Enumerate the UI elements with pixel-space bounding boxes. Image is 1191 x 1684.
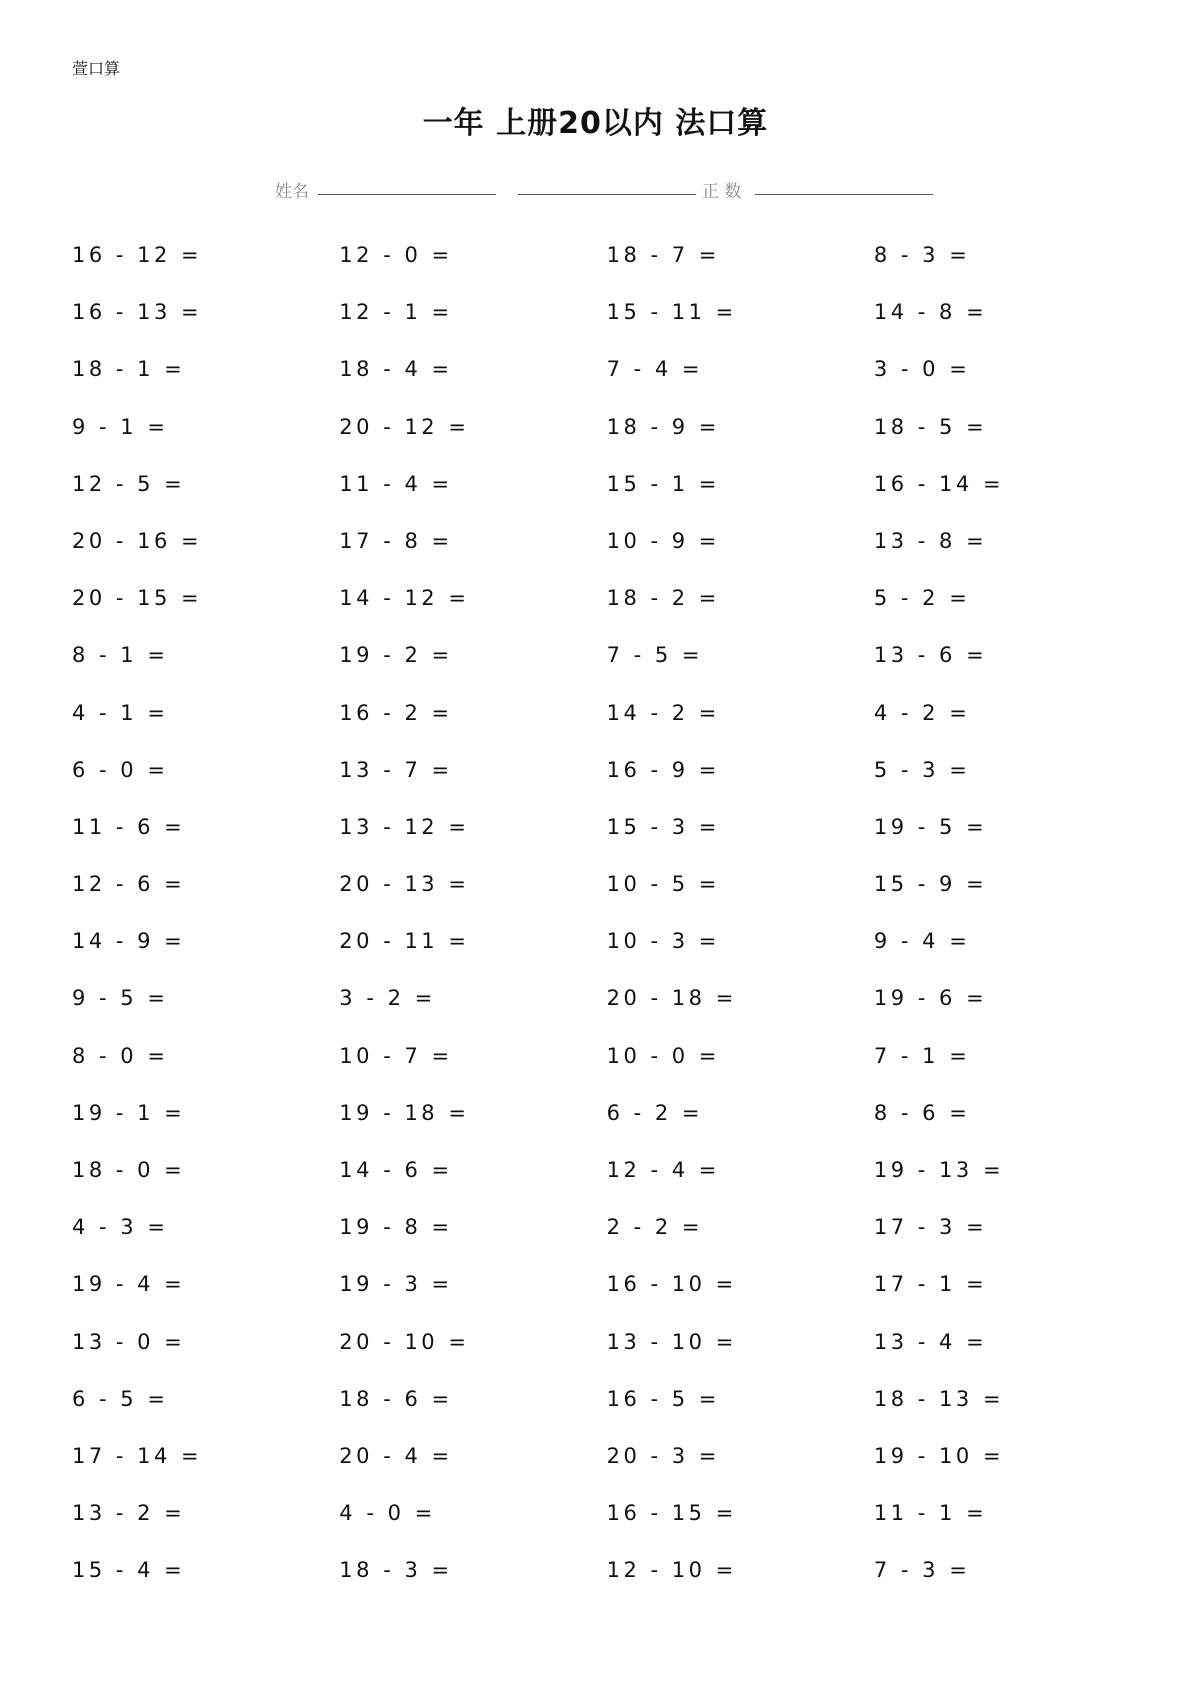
problem-grid (72, 243, 1141, 1616)
problem-item: 8 - 0 = (72, 1043, 169, 1068)
problem-item: 9 - 1 = (72, 414, 169, 439)
problem-item: 13 - 4 = (873, 1329, 988, 1354)
problem-item: 13 - 2 = (72, 1501, 186, 1526)
problem-item: 6 - 2 = (606, 1100, 704, 1125)
problem-row (72, 1101, 1141, 1158)
problem-item: 10 - 5 = (606, 872, 720, 897)
problem-item: 10 - 7 = (339, 1043, 453, 1068)
header-label: 萱口算 (72, 59, 121, 78)
problem-item: 19 - 6 = (873, 986, 988, 1011)
problem-item: 5 - 2 = (873, 586, 971, 611)
problem-item: 15 - 9 = (873, 872, 988, 897)
problem-row (72, 1158, 1141, 1215)
problem-row (72, 300, 1141, 357)
problem-item: 17 - 1 = (873, 1272, 988, 1297)
problem-item: 17 - 3 = (873, 1215, 988, 1240)
problem-item: 4 - 1 = (72, 700, 169, 725)
problem-item: 18 - 7 = (606, 243, 720, 267)
problem-row (72, 1501, 1141, 1558)
problem-item: 14 - 6 = (339, 1158, 453, 1182)
problem-item: 20 - 11 = (339, 929, 470, 954)
problem-item: 15 - 4 = (72, 1558, 186, 1583)
problem-item: 16 - 14 = (873, 471, 1005, 496)
correct-count-line[interactable] (755, 194, 933, 195)
problem-row (72, 1387, 1141, 1444)
problem-item: 13 - 0 = (72, 1329, 186, 1354)
problem-item: 18 - 9 = (606, 414, 720, 439)
problem-row (72, 815, 1141, 872)
problem-row (72, 872, 1141, 929)
name-label: 姓名 (275, 182, 309, 202)
problem-item: 16 - 2 = (339, 700, 453, 725)
problem-item: 14 - 9 = (72, 929, 186, 954)
problem-item: 20 - 15 = (72, 586, 203, 611)
problem-row (72, 986, 1141, 1043)
problem-item: 13 - 7 = (339, 757, 453, 782)
problem-item: 19 - 10 = (873, 1443, 1005, 1468)
problem-item: 2 - 2 = (606, 1215, 704, 1240)
problem-item: 9 - 5 = (72, 986, 169, 1011)
problem-item: 20 - 12 = (339, 414, 470, 439)
problem-item: 20 - 18 = (606, 986, 737, 1011)
problem-row (72, 586, 1141, 643)
problem-item: 19 - 5 = (873, 814, 988, 839)
problem-item: 12 - 1 = (339, 300, 453, 325)
problem-item: 19 - 2 = (339, 643, 453, 668)
problem-row (72, 1444, 1141, 1501)
problem-item: 4 - 3 = (72, 1215, 169, 1240)
problem-row (72, 1215, 1141, 1272)
problem-item: 18 - 4 = (339, 357, 453, 382)
problem-row (72, 1272, 1141, 1329)
problem-row (72, 529, 1141, 586)
problem-row (72, 243, 1141, 300)
problem-item: 16 - 15 = (606, 1501, 737, 1526)
problem-item: 6 - 0 = (72, 757, 169, 782)
problem-item: 19 - 3 = (339, 1272, 453, 1297)
problem-item: 19 - 8 = (339, 1215, 453, 1240)
problem-item: 14 - 2 = (606, 700, 720, 725)
problem-item: 5 - 3 = (873, 757, 971, 782)
problem-row (72, 701, 1141, 758)
problem-item: 19 - 4 = (72, 1272, 186, 1297)
problem-item: 18 - 0 = (72, 1158, 186, 1182)
page-title: 一年 上册20以内 法口算 (422, 106, 769, 141)
problem-item: 16 - 10 = (606, 1272, 737, 1297)
problem-item: 7 - 5 = (606, 643, 704, 668)
problem-item: 14 - 12 = (339, 586, 470, 611)
problem-item: 16 - 9 = (606, 757, 720, 782)
problem-item: 10 - 3 = (606, 929, 720, 954)
problem-item: 11 - 4 = (339, 471, 453, 496)
problem-item: 6 - 5 = (72, 1386, 169, 1411)
problem-item: 7 - 4 = (606, 357, 704, 382)
problem-item: 12 - 6 = (72, 872, 186, 897)
problem-item: 13 - 12 = (339, 814, 470, 839)
problem-item: 18 - 13 = (873, 1386, 1005, 1411)
problem-item: 11 - 1 = (873, 1501, 988, 1526)
problem-item: 4 - 2 = (873, 700, 971, 725)
problem-item: 20 - 16 = (72, 528, 203, 553)
problem-item: 13 - 8 = (873, 528, 988, 553)
problem-item: 16 - 13 = (72, 300, 203, 325)
problem-row (72, 929, 1141, 986)
problem-item: 20 - 3 = (606, 1443, 720, 1468)
problem-item: 18 - 2 = (606, 586, 720, 611)
problem-item: 20 - 4 = (339, 1443, 453, 1468)
problem-item: 19 - 13 = (873, 1158, 1005, 1182)
problem-item: 18 - 5 = (873, 414, 988, 439)
problem-item: 15 - 3 = (606, 814, 720, 839)
problem-item: 14 - 8 = (873, 300, 988, 325)
problem-item: 11 - 6 = (72, 814, 186, 839)
problem-item: 4 - 0 = (339, 1501, 436, 1526)
problem-row (72, 1044, 1141, 1101)
problem-item: 16 - 5 = (606, 1386, 720, 1411)
name-line[interactable] (318, 194, 496, 195)
problem-item: 18 - 1 = (72, 357, 186, 382)
problem-item: 16 - 12 = (72, 243, 203, 267)
problem-row (72, 357, 1141, 414)
problem-row (72, 758, 1141, 815)
correct-count-label: 正 数 (702, 182, 742, 202)
problem-item: 10 - 9 = (606, 528, 720, 553)
problem-item: 10 - 0 = (606, 1043, 720, 1068)
problem-item: 17 - 8 = (339, 528, 453, 553)
problem-item: 7 - 3 = (873, 1558, 971, 1583)
problem-item: 17 - 14 = (72, 1443, 203, 1468)
problem-item: 9 - 4 = (873, 929, 971, 954)
problem-item: 15 - 1 = (606, 471, 720, 496)
problem-item: 3 - 2 = (339, 986, 436, 1011)
problem-row (72, 472, 1141, 529)
problem-item: 20 - 13 = (339, 872, 470, 897)
problem-item: 7 - 1 = (873, 1043, 971, 1068)
info-row (0, 175, 1191, 205)
problem-item: 19 - 18 = (339, 1100, 470, 1125)
problem-item: 13 - 6 = (873, 643, 988, 668)
problem-item: 19 - 1 = (72, 1100, 186, 1125)
problem-item: 8 - 1 = (72, 643, 169, 668)
problem-item: 12 - 5 = (72, 471, 186, 496)
blank-line[interactable] (518, 194, 696, 195)
problem-item: 12 - 4 = (606, 1158, 720, 1182)
problem-row (72, 643, 1141, 700)
problem-item: 8 - 6 = (873, 1100, 971, 1125)
problem-row (72, 1558, 1141, 1615)
problem-item: 18 - 6 = (339, 1386, 453, 1411)
problem-item: 18 - 3 = (339, 1558, 453, 1583)
problem-item: 12 - 10 = (606, 1558, 737, 1583)
problem-item: 12 - 0 = (339, 243, 453, 267)
problem-item: 20 - 10 = (339, 1329, 470, 1354)
problem-row (72, 1330, 1141, 1387)
problem-row (72, 415, 1141, 472)
problem-item: 3 - 0 = (873, 357, 971, 382)
problem-item: 13 - 10 = (606, 1329, 737, 1354)
problem-item: 15 - 11 = (606, 300, 737, 325)
problem-item: 8 - 3 = (873, 243, 971, 267)
